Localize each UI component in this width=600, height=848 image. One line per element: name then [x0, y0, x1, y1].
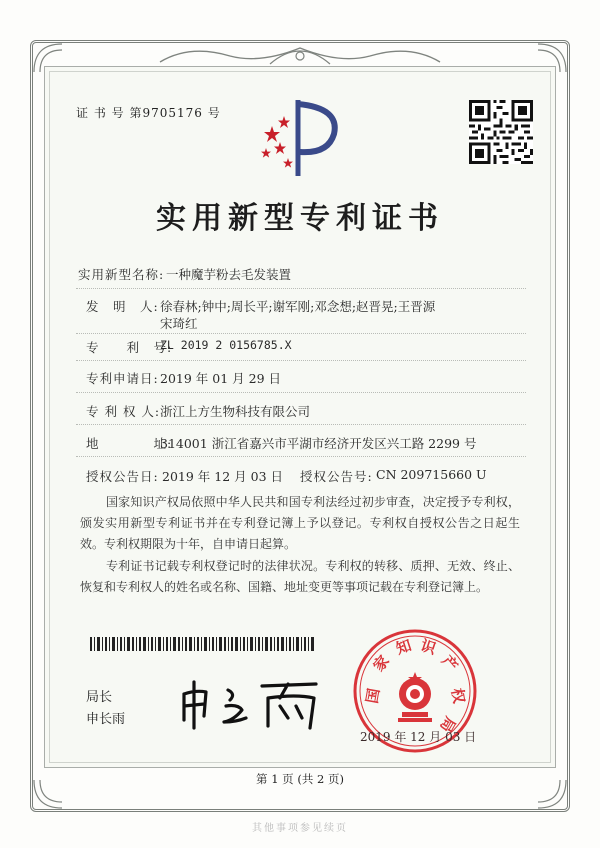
inventor-value-line1: 徐春林;钟中;周长平;谢军刚;邓念想;赵晋晃;王晋源 [160, 299, 436, 314]
name-label: 实用新型名称: [78, 267, 165, 282]
divider [76, 456, 526, 457]
svg-text:家: 家 [369, 651, 393, 675]
director-name: 申长雨 [86, 712, 126, 727]
grant-number-value: CN 209715660 U [376, 467, 487, 482]
handwritten-signature-icon [176, 676, 326, 730]
patent-number-value: ZL 2019 2 0156785.X [160, 338, 292, 352]
divider [76, 392, 526, 393]
divider [76, 333, 526, 334]
address-label: 地 址: [86, 436, 173, 451]
address-value: 314001 浙江省嘉兴市平湖市经济开发区兴工路 2299 号 [160, 436, 477, 451]
grant-number-label: 授权公告号: [300, 469, 373, 484]
qr-code-icon [469, 100, 533, 164]
top-ornament-icon [150, 42, 450, 68]
director-title: 局长 [86, 690, 113, 705]
corner-ornament-icon [534, 42, 568, 76]
owner-label: 专 利 权 人: [86, 404, 161, 419]
svg-text:知: 知 [393, 636, 414, 658]
svg-text:产: 产 [438, 651, 462, 675]
inventor-value-line2: 宋琦红 [160, 316, 198, 331]
owner-value: 浙江上方生物科技有限公司 [160, 404, 311, 419]
svg-text:国: 国 [362, 686, 384, 705]
footer-note: 其他事项参见续页 [252, 823, 348, 834]
corner-ornament-icon [32, 42, 66, 76]
inventor-label: 发 明 人: [86, 299, 159, 314]
filing-date-label: 专利申请日: [86, 371, 159, 386]
patent-office-logo-icon [254, 96, 342, 178]
certificate-title: 实用新型专利证书 [156, 201, 444, 236]
filing-date-value: 2019 年 01 月 29 日 [160, 371, 281, 386]
name-value: 一种魔芋粉去毛发装置 [166, 267, 292, 282]
page-number: 第 1 页 (共 2 页) [256, 772, 344, 786]
barcode-icon [90, 637, 316, 651]
svg-text:识: 识 [418, 636, 439, 658]
divider [76, 424, 526, 425]
seal-date: 2019 年 12 月 03 日 [360, 730, 477, 744]
legal-status-paragraph: 专利证书记载专利权登记时的法律状况。专利权的转移、质押、无效、终止、恢复和专利权人的姓名或名称、国籍、地址变更等事项记载在专利登记簿上。 [80, 559, 520, 594]
grant-date-value: 2019 年 12 月 03 日 [162, 469, 283, 484]
svg-text:局: 局 [436, 713, 460, 736]
certificate-number: 证 书 号 第9705176 号 [76, 106, 221, 120]
svg-text:权: 权 [447, 686, 469, 705]
patent-number-label: 专 利 号: [86, 340, 173, 355]
grant-date-label: 授权公告日: [86, 469, 159, 484]
divider [76, 288, 526, 289]
divider [76, 360, 526, 361]
grant-statement-paragraph: 国家知识产权局依照中华人民共和国专利法经过初步审查，决定授予专利权，颁发实用新型专利证书并在专利登记簿上予以登记。专利权自授权公告之日起生效。专利权期限为十年，自申请日起算。 [80, 495, 520, 551]
